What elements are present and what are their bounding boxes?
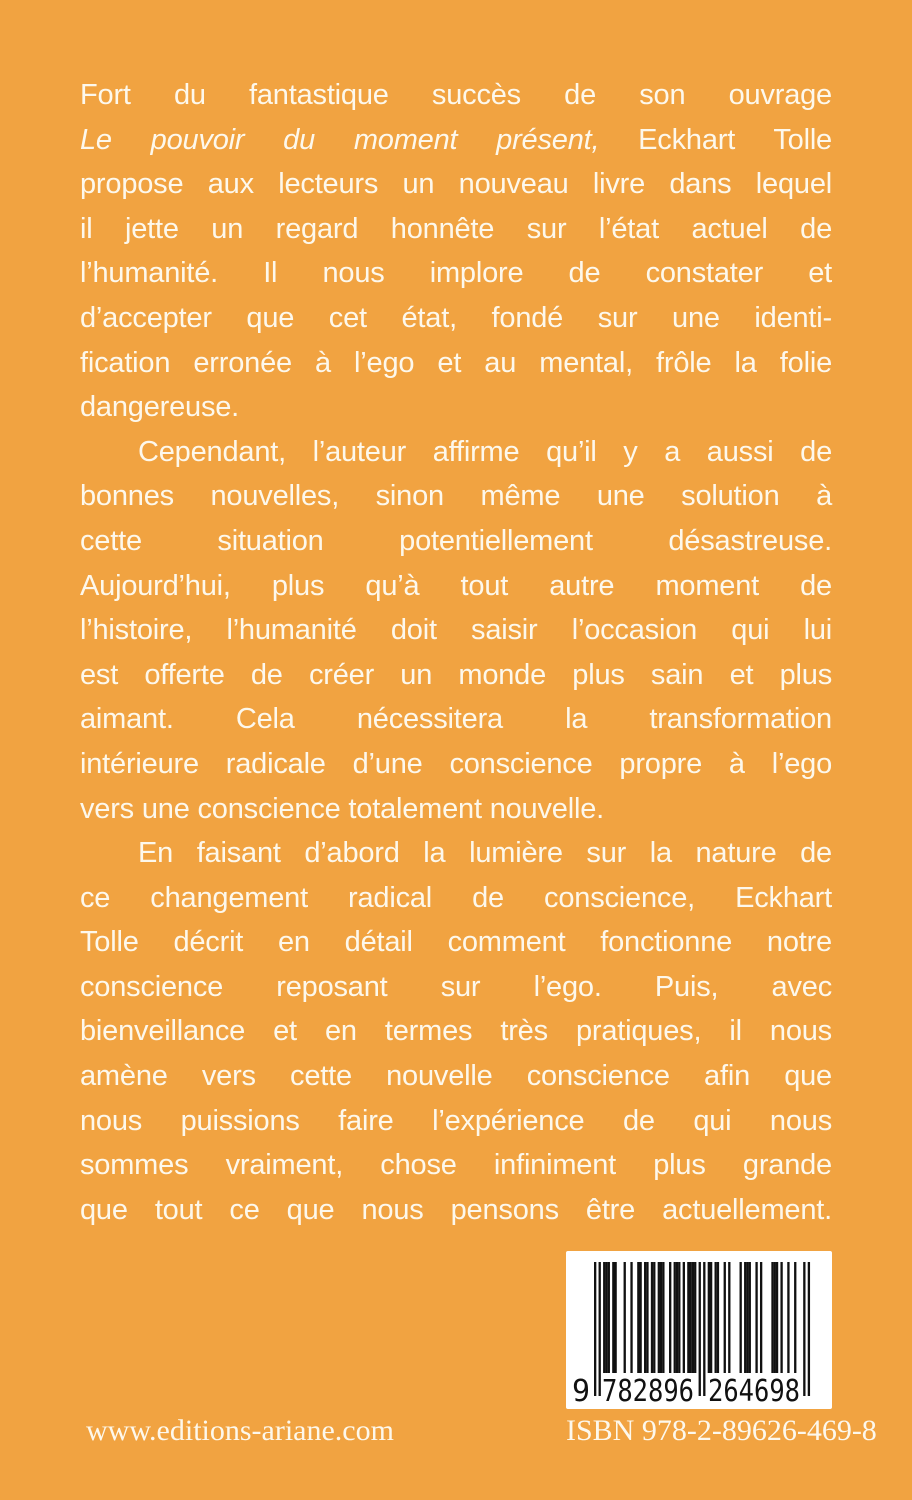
synopsis-line	[80, 697, 832, 742]
synopsis-text: d’accepter que cet état, fondé sur une identi-	[80, 301, 832, 334]
synopsis-line	[80, 430, 832, 475]
barcode-panel	[566, 1251, 832, 1409]
synopsis-text: fication erronée à l’ego et au mental, frôle la folie	[80, 346, 832, 379]
synopsis-text: est offerte de créer un monde plus sain et plus	[80, 658, 832, 691]
synopsis-line	[80, 1188, 832, 1233]
synopsis-line	[80, 653, 832, 698]
synopsis-text: En faisant d’abord la lumière sur la nature de	[138, 837, 832, 870]
synopsis-text: propose aux lecteurs un nouveau livre dans lequel	[80, 168, 832, 201]
synopsis-text: aimant. Cela nécessitera la transformation	[80, 703, 832, 736]
synopsis-text: Aujourd’hui, plus qu’à tout autre moment de	[80, 569, 832, 602]
synopsis-line	[80, 1099, 832, 1144]
publisher-website: www.editions-ariane.com	[86, 1414, 394, 1447]
synopsis-line	[80, 296, 832, 341]
synopsis-text: sommes vraiment, chose infiniment plus grande	[80, 1149, 832, 1182]
synopsis-text: il jette un regard honnête sur l’état actuel de	[80, 212, 832, 245]
synopsis-line	[80, 742, 832, 787]
synopsis-text: vers une conscience totalement nouvelle.	[80, 792, 604, 825]
synopsis-text: ce changement radical de conscience, Eckhart	[80, 881, 832, 914]
synopsis-text: intérieure radicale d’une conscience propre à l’ego	[80, 747, 832, 780]
synopsis-line	[80, 207, 832, 252]
synopsis-text: l’humanité. Il nous implore de constater et	[80, 257, 832, 290]
synopsis-line	[80, 162, 832, 207]
synopsis-text: Cependant, l’auteur affirme qu’il y a aussi de	[138, 435, 832, 468]
synopsis-text: bienveillance et en termes très pratiques, il nous	[80, 1015, 832, 1048]
synopsis-line	[80, 876, 832, 921]
synopsis-line	[80, 385, 832, 430]
synopsis-text: l’histoire, l’humanité doit saisir l’occasion qui lui	[80, 614, 832, 647]
synopsis-text: Tolle décrit en détail comment fonctionne notre	[80, 926, 832, 959]
synopsis-line	[80, 1143, 832, 1188]
synopsis-line	[80, 965, 832, 1010]
synopsis-text: bonnes nouvelles, sinon même une solution à	[80, 480, 832, 513]
synopsis-text: dangereuse.	[80, 391, 240, 424]
svg-text:9: 9	[572, 1374, 591, 1409]
synopsis-text: Eckhart Tolle	[599, 123, 832, 156]
synopsis-text: amène vers cette nouvelle conscience afin que	[80, 1060, 832, 1093]
synopsis-line	[80, 920, 832, 965]
ean13-barcode	[566, 1251, 832, 1409]
synopsis-line	[80, 73, 832, 118]
synopsis-line	[80, 608, 832, 653]
synopsis-text: que tout ce que nous pensons être actuellement.	[80, 1193, 832, 1226]
synopsis-line	[80, 1009, 832, 1054]
svg-text:264698: 264698	[708, 1374, 800, 1409]
synopsis-line	[80, 474, 832, 519]
svg-text:782896: 782896	[602, 1374, 694, 1409]
synopsis-text: cette situation potentiellement désastreuse.	[80, 524, 832, 557]
synopsis-text: nous puissions faire l’expérience de qui nous	[80, 1104, 832, 1137]
synopsis-line	[80, 1054, 832, 1099]
synopsis-text: conscience reposant sur l’ego. Puis, avec	[80, 970, 832, 1003]
synopsis-line	[80, 251, 832, 296]
synopsis-line	[80, 564, 832, 609]
synopsis-line	[80, 118, 832, 163]
book-title-reference: Le pouvoir du moment présent,	[80, 123, 600, 156]
synopsis-line	[80, 519, 832, 564]
synopsis-line	[80, 341, 832, 386]
synopsis	[80, 73, 832, 1232]
synopsis-line	[80, 787, 832, 832]
synopsis-text: Fort du fantastique succès de son ouvrage	[80, 79, 832, 111]
isbn-label: ISBN 978-2-89626-469-8	[566, 1414, 877, 1447]
synopsis-line	[80, 831, 832, 876]
